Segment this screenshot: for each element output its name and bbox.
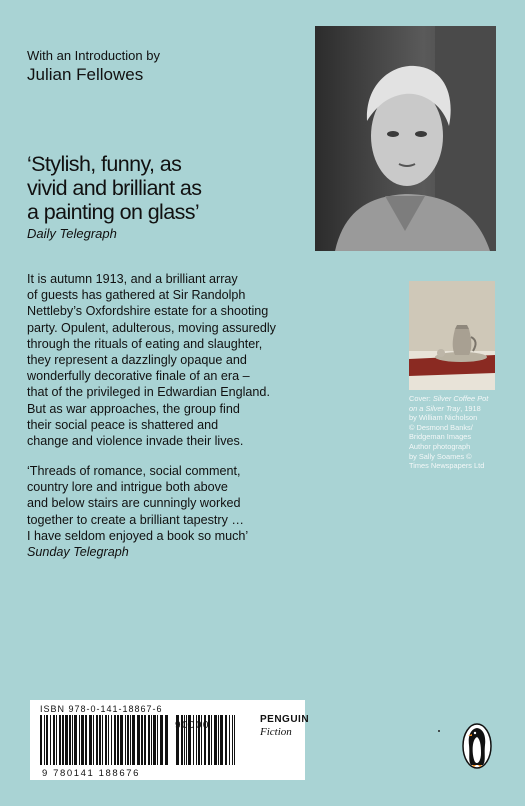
publisher-name: PENGUIN: [260, 714, 310, 725]
barcode-bar: [44, 715, 45, 765]
barcode-bar: [234, 715, 235, 765]
publisher-imprint: [260, 714, 309, 738]
barcode-bar: [211, 715, 212, 765]
review-line: together to create a brilliant tapestry …: [27, 512, 245, 527]
isbn-label: ISBN 978-0-141-18867-6: [40, 704, 163, 714]
barcode-bar: [137, 715, 140, 765]
synopsis-line: party. Opulent, adulterous, moving assuredly: [27, 320, 276, 335]
image-credits: [409, 394, 499, 471]
barcode-bar: [46, 715, 48, 765]
barcode-bar: [117, 715, 119, 765]
ean-number: 9 780141 188676: [42, 768, 140, 779]
author-photograph: [315, 26, 496, 251]
decorative-dot: [438, 730, 440, 732]
synopsis-line: change and violence invade their lives.: [27, 434, 244, 449]
synopsis-line: through the rituals of eating and slaughter,: [27, 336, 263, 351]
barcode-bar: [220, 715, 223, 765]
barcode-bar: [141, 715, 143, 765]
barcode-bar: [85, 715, 87, 765]
barcode-bar: [160, 715, 163, 765]
credit-title-cont: on a Silver Tray: [409, 403, 461, 413]
barcode-bar: [81, 715, 84, 765]
credit-year: , 1918: [460, 403, 481, 413]
quote-source: Daily Telegraph: [27, 226, 117, 241]
barcode-bar: [120, 715, 123, 765]
credit-line: Times Newspapers Ltd: [409, 461, 485, 471]
synopsis-line: of guests has gathered at Sir Randolph: [27, 288, 246, 303]
credit-line: © Desmond Banks/: [409, 422, 473, 432]
barcode-bar: [157, 715, 158, 765]
barcode-bar: [125, 715, 126, 765]
quote-line: vivid and brilliant as: [27, 176, 202, 200]
credit-line: by Sally Soames ©: [409, 451, 472, 461]
barcode-bar: [89, 715, 92, 765]
cover-painting-thumbnail: [409, 281, 495, 390]
credit-line: by William Nicholson: [409, 413, 478, 423]
barcode-bar: [214, 715, 217, 765]
credit-prefix: Cover:: [409, 394, 433, 403]
barcode-bar: [218, 715, 219, 765]
review-line: and below stairs are cunningly worked: [27, 496, 241, 511]
review-line: country lore and intrigue both above: [27, 480, 228, 495]
barcode-bar: [114, 715, 116, 765]
barcode-bar: [72, 715, 73, 765]
synopsis-line: they represent a dazzlingly opaque and: [27, 353, 247, 368]
barcode-bar: [69, 715, 71, 765]
credit-line: Author photograph: [409, 441, 471, 451]
review-line: ‘Threads of romance, social comment,: [27, 464, 241, 478]
barcode-bar: [59, 715, 61, 765]
barcode-bar: [96, 715, 98, 765]
barcode-bar: [56, 715, 57, 765]
review-quote: [27, 463, 312, 560]
price-code: 90000: [175, 720, 210, 731]
headline-quote: [27, 152, 297, 241]
barcode-bar: [229, 715, 230, 765]
barcode-bar: [93, 715, 94, 765]
credit-line: Bridgeman Images: [409, 432, 472, 442]
synopsis-line: wonderfully decorative finale of an era –: [27, 369, 250, 384]
review-line: I have seldom enjoyed a book so much’: [27, 528, 249, 543]
barcode-bar: [108, 715, 109, 765]
review-source: Sunday Telegraph: [27, 545, 129, 560]
quote-line: a painting on glass’: [27, 200, 200, 224]
barcode-bar: [148, 715, 150, 765]
quote-line: ‘Stylish, funny, as: [27, 152, 182, 176]
barcode-bar: [102, 715, 103, 765]
barcode-bar: [225, 715, 227, 765]
synopsis: [27, 271, 312, 449]
introduction-credit: [27, 46, 160, 84]
intro-author: Julian Fellowes: [27, 65, 144, 84]
credit-line: [409, 394, 499, 404]
barcode-bar: [99, 715, 101, 765]
credit-title: Silver Coffee Pot: [432, 394, 489, 403]
penguin-logo-icon: [462, 723, 492, 774]
barcode-bar: [153, 715, 156, 765]
barcode-bar: [127, 715, 129, 765]
synopsis-line: that of the privileged in Edwardian England.: [27, 385, 270, 400]
barcode-bar: [62, 715, 64, 765]
barcode-bar: [79, 715, 80, 765]
barcode-bar: [144, 715, 146, 765]
barcode-bar: [151, 715, 152, 765]
barcode-bar: [111, 715, 112, 765]
barcode-bar: [105, 715, 107, 765]
series-name: Fiction: [260, 726, 292, 738]
synopsis-line: their social peace is shattered and: [27, 417, 219, 432]
barcode-bar: [53, 715, 55, 765]
barcode-bar: [232, 715, 233, 765]
barcode-bar: [50, 715, 51, 765]
barcode-bar: [74, 715, 77, 765]
barcode-bar: [132, 715, 135, 765]
barcode-bar: [65, 715, 68, 765]
intro-label: With an Introduction by: [27, 48, 160, 63]
barcode-bar: [130, 715, 131, 765]
barcode-bar: [40, 715, 42, 765]
credit-line: [409, 404, 499, 414]
synopsis-line: But as war approaches, the group find: [27, 401, 240, 416]
barcode-bar: [165, 715, 168, 765]
barcode-panel: [30, 700, 310, 780]
synopsis-line: Nettleby’s Oxfordshire estate for a shooting: [27, 304, 269, 319]
synopsis-line: It is autumn 1913, and a brilliant array: [27, 272, 238, 286]
